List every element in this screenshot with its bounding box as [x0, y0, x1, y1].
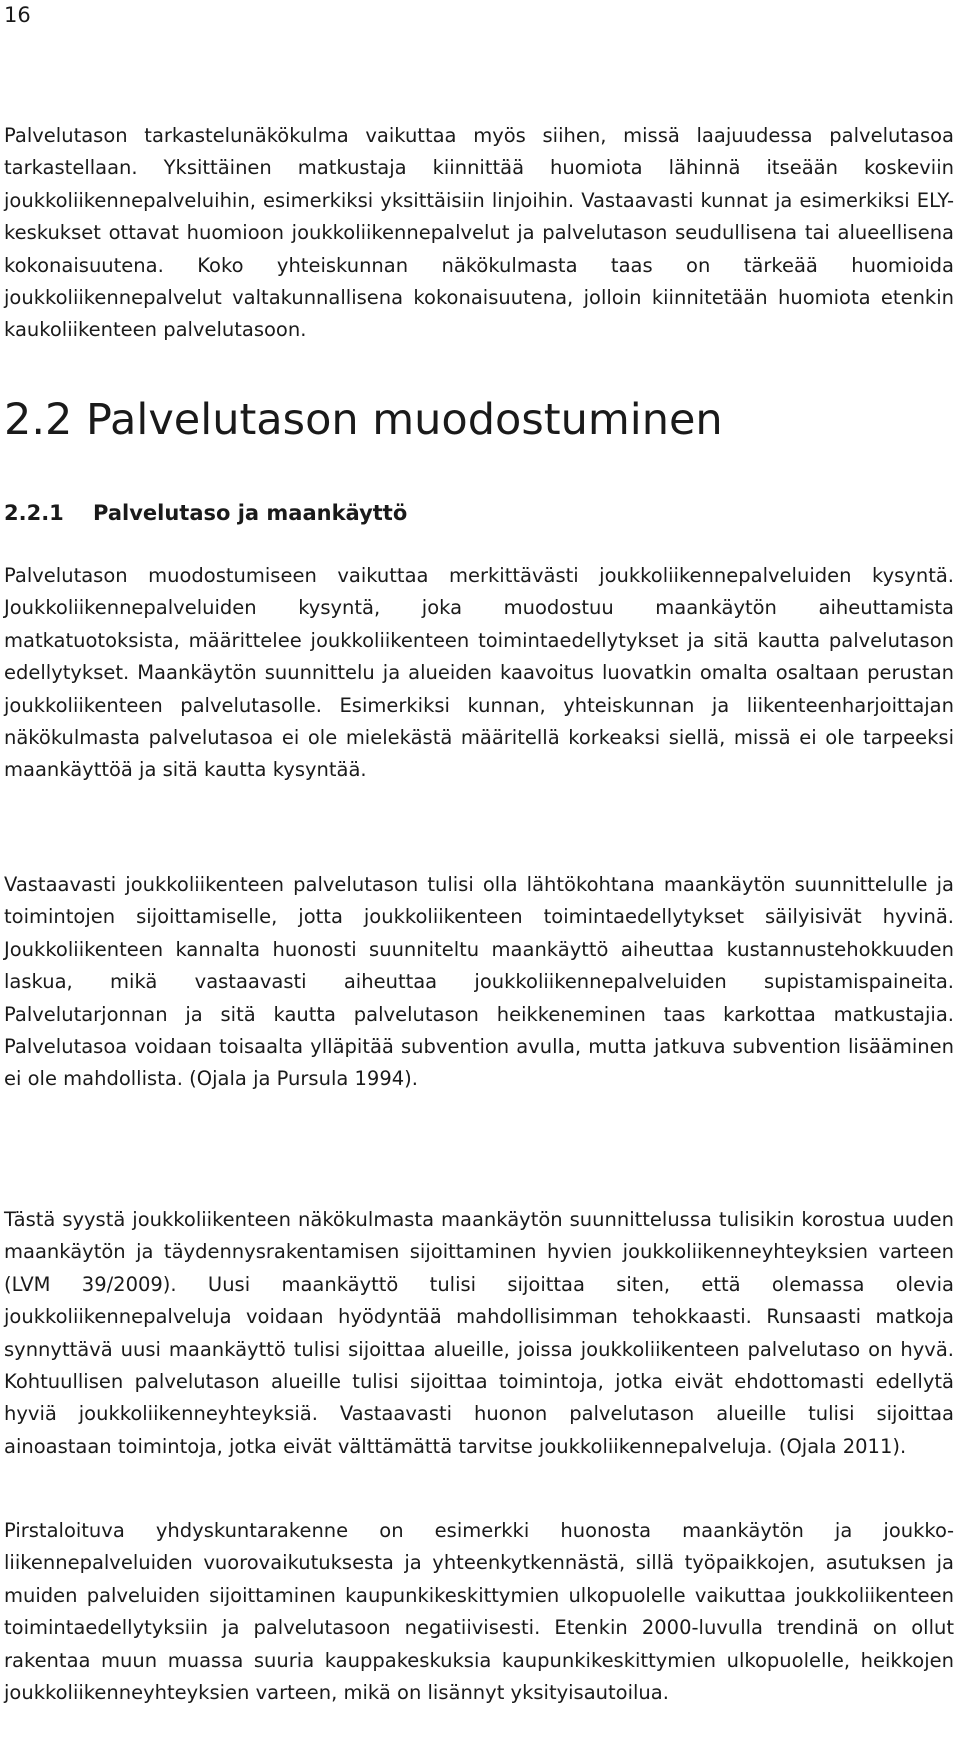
intro-paragraph: Palvelutason tarkastelunäkökulma vaikuttaa myös siihen, missä laajuudessa palvelutasoa tarkastellaan. Yksittäinen matkustaja kiinnittää huomiota lähinnä itseään koskeviin joukkoliikennepalveluihin, esimerkiksi yksittäisiin linjoihin. Vastaavasti kunnat ja esimerkiksi ELY-keskukset ottavat huomioon joukkoliikennepalvelut ja palvelutason seudullisena tai alueellisena kokonaisuutena. Koko yhteiskunnan näkökulmasta taas on tärkeää huomioida joukkoliikennepalvelut valtakunnallisena kokonaisuutena, jolloin kiinnitetään huomiota etenkin kaukoliikenteen palvelutasoon. [4, 124, 954, 342]
subsection-number: 2.2.1 [4, 501, 64, 525]
body-paragraph-land-use-planning: Vastaavasti joukkoliikenteen palvelutason tulisi olla lähtökohtana maankäytön suunnittelulle ja toimintojen sijoittamiselle, jotta joukkoliikenteen toimintaedellytykset säilyisivät hyvinä. Joukkoliikenteen kannalta huonosti suunniteltu maankäyttö aiheuttaa kustannustehokkuuden laskua, mikä vastaavasti aiheuttaa joukkoliikennepalveluiden supistamispaineita. Palvelutarjonnan ja sitä kautta palvelutason heikkeneminen taas karkottaa matkustajia. Palvelutasoa voidaan toisaalta ylläpitää subvention avulla, mutta jatkuva subvention lisääminen ei ole mahdollista. (Ojala ja Pursula 1994). [4, 873, 954, 1091]
body-paragraph-urban-sprawl: Pirstaloituva yhdyskuntarakenne on esimerkki huonosta maankäytön ja joukkoliikennepalveluiden vuorovaikutuksesta ja yhteenkytkennästä, sillä työpaikkojen, asutuksen ja muiden palveluiden sijoittaminen kaupunkikeskittymien ulkopuolelle vaikuttaa joukkoliikenteen toimintaedellytyksiin ja palvelutasoon negatiivisesti. Etenkin 2000-luvulla trendinä on ollut rakentaa muun muassa suuria kauppakeskuksia kaupunkikeskittymien ulkopuolelle, heikkojen joukkoliikenneyhteyksien varteen, mikä on lisännyt yksityisautoilua. [4, 1519, 954, 1705]
subsection-heading [4, 498, 407, 528]
section-heading: 2.2 Palvelutason muodostuminen [4, 395, 723, 445]
page-number: 16 [4, 3, 31, 27]
body-paragraph-demand: Palvelutason muodostumiseen vaikuttaa merkittävästi joukkoliikennepalveluiden kysyntä. Joukkoliikennepalveluiden kysyntä, joka muodostuu maankäytön aiheuttamista matkatuotoksista, määrittelee joukkoliikenteen toimintaedellytykset ja sitä kautta palvelutason edellytykset. Maankäytön suunnittelu ja alueiden kaavoitus luovatkin omalta osaltaan perustan joukkoliikenteen palvelutasolle. Esimerkiksi kunnan, yhteiskunnan ja liikenteenharjoittajan näkökulmasta palvelutasoa ei ole mielekästä määritellä korkeaksi siellä, missä ei ole tarpeeksi maankäyttöä ja sitä kautta kysyntää. [4, 564, 954, 782]
subsection-title: Palvelutaso ja maankäyttö [93, 501, 408, 525]
body-paragraph-placement: Tästä syystä joukkoliikenteen näkökulmasta maankäytön suunnittelussa tulisikin korostua uuden maankäytön ja täydennysrakentamisen sijoittaminen hyvien joukkoliikenneyhteyksien varteen (LVM 39/2009). Uusi maankäyttö tulisi sijoittaa siten, että olemassa olevia joukkoliikennepalveluja voidaan hyödyntää mahdollisimman tehokkaasti. Runsaasti matkoja synnyttävä uusi maankäyttö tulisi sijoittaa alueille, joissa joukkoliikenteen palvelutaso on hyvä. Kohtuullisen palvelutason alueille tulisi sijoittaa toimintoja, jotka eivät ehdottomasti edellytä hyviä joukkoliikenneyhteyksiä. Vastaavasti huonon palvelutason alueille tulisi sijoittaa ainoastaan toimintoja, jotka eivät välttämättä tarvitse joukkoliikennepalveluja. (Ojala 2011). [4, 1208, 954, 1458]
